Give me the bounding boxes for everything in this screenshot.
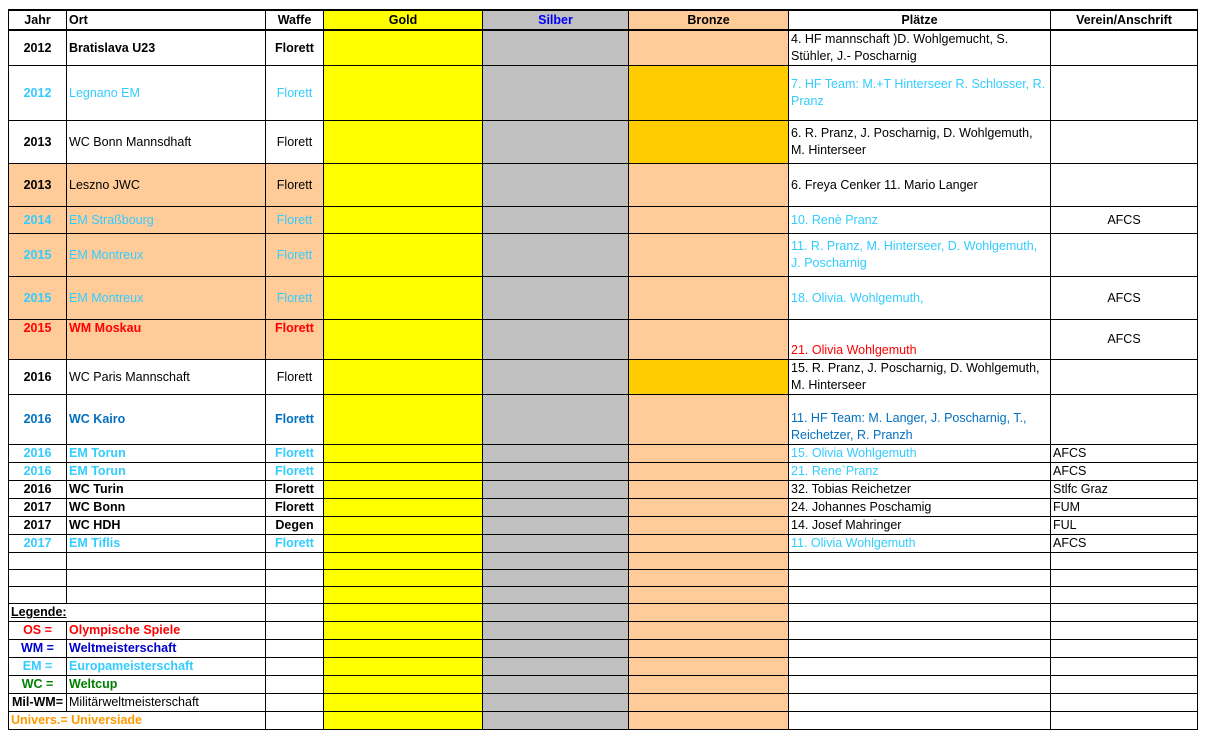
legend-value-univers: Universiade: [71, 713, 142, 727]
cell-jahr: 2017: [9, 499, 67, 517]
cell-verein: [1051, 66, 1198, 121]
table-row: [9, 121, 1198, 164]
cell-bronze: [629, 658, 789, 676]
legend-key-wm: WM =: [9, 640, 67, 658]
cell-jahr: 2013: [9, 121, 67, 164]
legend-key-wc: WC =: [9, 676, 67, 694]
legend-univers: [9, 712, 266, 730]
cell-verein: [1051, 164, 1198, 207]
cell-plaetze: 11. Olivia Wohlgemuth: [789, 535, 1051, 553]
cell-empty: [789, 640, 1051, 658]
cell-jahr: 2013: [9, 164, 67, 207]
cell-bronze: [629, 234, 789, 277]
table-row: [9, 445, 1198, 463]
header-jahr: Jahr: [9, 10, 67, 30]
cell-bronze: [629, 395, 789, 445]
cell-empty: [1051, 587, 1198, 604]
cell-ort: WC Bonn: [67, 499, 266, 517]
cell-silber: [483, 517, 629, 535]
cell-plaetze: 6. R. Pranz, J. Poscharnig, D. Wohlgemuth, M. Hinterseer: [789, 121, 1051, 164]
cell-empty: [1051, 553, 1198, 570]
cell-waffe: Florett: [266, 481, 324, 499]
cell-ort: EM Torun: [67, 445, 266, 463]
legend-value-wm: Weltmeisterschaft: [67, 640, 266, 658]
legend-key-univers: Univers.=: [11, 713, 68, 727]
table-row: [9, 499, 1198, 517]
cell-ort: WC Paris Mannschaft: [67, 360, 266, 395]
cell-silber: [483, 622, 629, 640]
cell-ort: EM Straßbourg: [67, 207, 266, 234]
cell-gold: [324, 164, 483, 207]
cell-empty: [266, 622, 324, 640]
cell-verein: [1051, 234, 1198, 277]
legend-row: [9, 712, 1198, 730]
cell-jahr: 2015: [9, 234, 67, 277]
cell-bronze: [629, 676, 789, 694]
cell-plaetze: 14. Josef Mahringer: [789, 517, 1051, 535]
cell-gold: [324, 66, 483, 121]
table-row: [9, 234, 1198, 277]
cell-verein: AFCS: [1051, 277, 1198, 320]
table-row: [9, 30, 1198, 66]
cell-silber: [483, 121, 629, 164]
cell-plaetze: 32. Tobias Reichetzer: [789, 481, 1051, 499]
legend-title: Legende:: [9, 604, 266, 622]
header-silber: Silber: [483, 10, 629, 30]
cell-jahr: 2017: [9, 517, 67, 535]
legend-key-milwm: Mil-WM=: [9, 694, 67, 712]
cell-jahr: 2016: [9, 395, 67, 445]
cell-empty: [266, 553, 324, 570]
cell-silber: [483, 445, 629, 463]
cell-gold: [324, 463, 483, 481]
cell-gold: [324, 499, 483, 517]
cell-empty: [1051, 604, 1198, 622]
cell-ort: EM Montreux: [67, 277, 266, 320]
cell-waffe: Florett: [266, 277, 324, 320]
cell-gold: [324, 395, 483, 445]
cell-jahr: 2016: [9, 360, 67, 395]
cell-jahr: 2014: [9, 207, 67, 234]
cell-bronze: [629, 463, 789, 481]
cell-ort: WC HDH: [67, 517, 266, 535]
cell-empty: [266, 676, 324, 694]
cell-bronze: [629, 622, 789, 640]
cell-silber: [483, 481, 629, 499]
table-row: [9, 164, 1198, 207]
cell-gold: [324, 207, 483, 234]
cell-empty: [67, 587, 266, 604]
cell-verein: [1051, 121, 1198, 164]
cell-empty: [789, 694, 1051, 712]
cell-ort: WM Moskau: [67, 320, 266, 360]
cell-jahr: 2016: [9, 481, 67, 499]
cell-silber: [483, 66, 629, 121]
cell-bronze: [629, 499, 789, 517]
cell-ort: EM Torun: [67, 463, 266, 481]
cell-waffe: Florett: [266, 360, 324, 395]
cell-waffe: Florett: [266, 121, 324, 164]
cell-empty: [266, 640, 324, 658]
cell-ort: WC Bonn Mannsdhaft: [67, 121, 266, 164]
cell-empty: [266, 694, 324, 712]
cell-verein: [1051, 30, 1198, 66]
cell-waffe: Florett: [266, 499, 324, 517]
cell-silber: [483, 712, 629, 730]
cell-bronze: [629, 517, 789, 535]
cell-waffe: Florett: [266, 463, 324, 481]
cell-gold: [324, 587, 483, 604]
table-row: [9, 66, 1198, 121]
legend-value-milwm: Militärweltmeisterschaft: [67, 694, 266, 712]
cell-silber: [483, 570, 629, 587]
cell-waffe: Florett: [266, 234, 324, 277]
cell-ort: EM Tiflis: [67, 535, 266, 553]
cell-silber: [483, 658, 629, 676]
cell-empty: [789, 712, 1051, 730]
cell-waffe: Florett: [266, 320, 324, 360]
legend-row: [9, 694, 1198, 712]
cell-silber: [483, 463, 629, 481]
cell-verein: AFCS: [1051, 320, 1198, 360]
cell-empty: [266, 604, 324, 622]
legend-key-em: EM =: [9, 658, 67, 676]
cell-empty: [9, 553, 67, 570]
cell-silber: [483, 395, 629, 445]
legend-key-os: OS =: [9, 622, 67, 640]
cell-gold: [324, 694, 483, 712]
cell-gold: [324, 277, 483, 320]
header-plaetze: Plätze: [789, 10, 1051, 30]
cell-gold: [324, 553, 483, 570]
cell-jahr: 2015: [9, 320, 67, 360]
cell-bronze: [629, 121, 789, 164]
cell-silber: [483, 30, 629, 66]
cell-plaetze: 4. HF mannschaft )D. Wohlgemucht, S. Stühler, J.- Poscharnig: [789, 30, 1051, 66]
table-row: [9, 517, 1198, 535]
cell-ort: Legnano EM: [67, 66, 266, 121]
cell-silber: [483, 207, 629, 234]
cell-jahr: 2017: [9, 535, 67, 553]
cell-empty: [1051, 658, 1198, 676]
cell-gold: [324, 604, 483, 622]
cell-empty: [789, 622, 1051, 640]
legend-row: [9, 676, 1198, 694]
table-row: [9, 360, 1198, 395]
cell-plaetze: 18. Olivia. Wohlgemuth,: [789, 277, 1051, 320]
cell-empty: [266, 658, 324, 676]
cell-gold: [324, 517, 483, 535]
cell-silber: [483, 587, 629, 604]
cell-silber: [483, 535, 629, 553]
cell-bronze: [629, 30, 789, 66]
table-row: [9, 481, 1198, 499]
cell-waffe: Florett: [266, 164, 324, 207]
legend-title-row: [9, 604, 1198, 622]
cell-jahr: 2012: [9, 66, 67, 121]
cell-ort: WC Turin: [67, 481, 266, 499]
cell-empty: [789, 570, 1051, 587]
cell-plaetze: 15. R. Pranz, J. Poscharnig, D. Wohlgemuth, M. Hinterseer: [789, 360, 1051, 395]
cell-empty: [9, 570, 67, 587]
cell-bronze: [629, 164, 789, 207]
cell-silber: [483, 553, 629, 570]
cell-waffe: Florett: [266, 30, 324, 66]
cell-bronze: [629, 570, 789, 587]
cell-silber: [483, 320, 629, 360]
cell-empty: [789, 587, 1051, 604]
cell-empty: [789, 604, 1051, 622]
cell-gold: [324, 481, 483, 499]
cell-waffe: Florett: [266, 66, 324, 121]
cell-bronze: [629, 553, 789, 570]
table-row: [9, 535, 1198, 553]
cell-silber: [483, 234, 629, 277]
cell-silber: [483, 604, 629, 622]
cell-bronze: [629, 712, 789, 730]
cell-ort: Bratislava U23: [67, 30, 266, 66]
cell-verein: AFCS: [1051, 535, 1198, 553]
cell-gold: [324, 640, 483, 658]
cell-bronze: [629, 535, 789, 553]
cell-ort: WC Kairo: [67, 395, 266, 445]
cell-empty: [1051, 694, 1198, 712]
cell-empty: [1051, 676, 1198, 694]
cell-verein: AFCS: [1051, 207, 1198, 234]
table-row: [9, 207, 1198, 234]
cell-empty: [789, 553, 1051, 570]
cell-jahr: 2016: [9, 463, 67, 481]
legend-value-os: Olympische Spiele: [67, 622, 266, 640]
cell-empty: [789, 658, 1051, 676]
header-row: [9, 10, 1198, 30]
cell-verein: [1051, 395, 1198, 445]
cell-waffe: Florett: [266, 395, 324, 445]
cell-silber: [483, 164, 629, 207]
cell-verein: FUL: [1051, 517, 1198, 535]
cell-bronze: [629, 587, 789, 604]
cell-gold: [324, 121, 483, 164]
cell-ort: EM Montreux: [67, 234, 266, 277]
cell-jahr: 2016: [9, 445, 67, 463]
cell-silber: [483, 499, 629, 517]
cell-jahr: 2012: [9, 30, 67, 66]
cell-bronze: [629, 207, 789, 234]
cell-empty: [1051, 712, 1198, 730]
cell-silber: [483, 640, 629, 658]
cell-silber: [483, 360, 629, 395]
legend-row: [9, 640, 1198, 658]
cell-gold: [324, 676, 483, 694]
empty-row: [9, 587, 1198, 604]
cell-empty: [266, 570, 324, 587]
cell-plaetze: 6. Freya Cenker 11. Mario Langer: [789, 164, 1051, 207]
cell-bronze: [629, 277, 789, 320]
table-row: [9, 463, 1198, 481]
cell-empty: [266, 587, 324, 604]
cell-verein: FUM: [1051, 499, 1198, 517]
cell-silber: [483, 694, 629, 712]
cell-plaetze: 24. Johannes Poschamig: [789, 499, 1051, 517]
cell-plaetze: 10. Renè Pranz: [789, 207, 1051, 234]
cell-waffe: Degen: [266, 517, 324, 535]
cell-gold: [324, 234, 483, 277]
cell-empty: [9, 587, 67, 604]
cell-verein: AFCS: [1051, 463, 1198, 481]
cell-gold: [324, 535, 483, 553]
cell-bronze: [629, 320, 789, 360]
cell-gold: [324, 445, 483, 463]
cell-verein: [1051, 360, 1198, 395]
header-bronze: Bronze: [629, 10, 789, 30]
cell-plaetze: 21. Rene`Pranz: [789, 463, 1051, 481]
cell-bronze: [629, 604, 789, 622]
table-row: [9, 320, 1198, 360]
table-row: [9, 395, 1198, 445]
header-ort: Ort: [67, 10, 266, 30]
cell-bronze: [629, 694, 789, 712]
legend-value-wc: Weltcup: [67, 676, 266, 694]
header-gold: Gold: [324, 10, 483, 30]
cell-gold: [324, 30, 483, 66]
cell-bronze: [629, 640, 789, 658]
empty-row: [9, 570, 1198, 587]
cell-empty: [67, 553, 266, 570]
legend-row: [9, 622, 1198, 640]
cell-plaetze: 15. Olivia Wohlgemuth: [789, 445, 1051, 463]
cell-gold: [324, 320, 483, 360]
cell-silber: [483, 676, 629, 694]
cell-waffe: Florett: [266, 535, 324, 553]
cell-waffe: Florett: [266, 445, 324, 463]
cell-empty: [1051, 570, 1198, 587]
cell-plaetze: 7. HF Team: M.+T Hinterseer R. Schlosser, R. Pranz: [789, 66, 1051, 121]
cell-gold: [324, 712, 483, 730]
cell-ort: Leszno JWC: [67, 164, 266, 207]
table-row: [9, 277, 1198, 320]
cell-gold: [324, 570, 483, 587]
legend-row: [9, 658, 1198, 676]
cell-silber: [483, 277, 629, 320]
cell-jahr: 2015: [9, 277, 67, 320]
header-waffe: Waffe: [266, 10, 324, 30]
cell-empty: [789, 676, 1051, 694]
cell-verein: AFCS: [1051, 445, 1198, 463]
cell-gold: [324, 622, 483, 640]
cell-plaetze: 11. HF Team: M. Langer, J. Poscharnig, T., Reichetzer, R. Pranzh: [789, 395, 1051, 445]
cell-bronze: [629, 445, 789, 463]
cell-bronze: [629, 481, 789, 499]
cell-empty: [67, 570, 266, 587]
cell-waffe: Florett: [266, 207, 324, 234]
cell-gold: [324, 360, 483, 395]
cell-empty: [1051, 622, 1198, 640]
cell-bronze: [629, 66, 789, 121]
cell-plaetze: 21. Olivia Wohlgemuth: [789, 320, 1051, 360]
cell-verein: Stlfc Graz: [1051, 481, 1198, 499]
legend-value-em: Europameisterschaft: [67, 658, 266, 676]
header-verein: Verein/Anschrift: [1051, 10, 1198, 30]
cell-bronze: [629, 360, 789, 395]
results-table: [8, 9, 1198, 730]
cell-plaetze: 11. R. Pranz, M. Hinterseer, D. Wohlgemuth, J. Poscharnig: [789, 234, 1051, 277]
cell-empty: [266, 712, 324, 730]
cell-gold: [324, 658, 483, 676]
empty-row: [9, 553, 1198, 570]
cell-empty: [1051, 640, 1198, 658]
